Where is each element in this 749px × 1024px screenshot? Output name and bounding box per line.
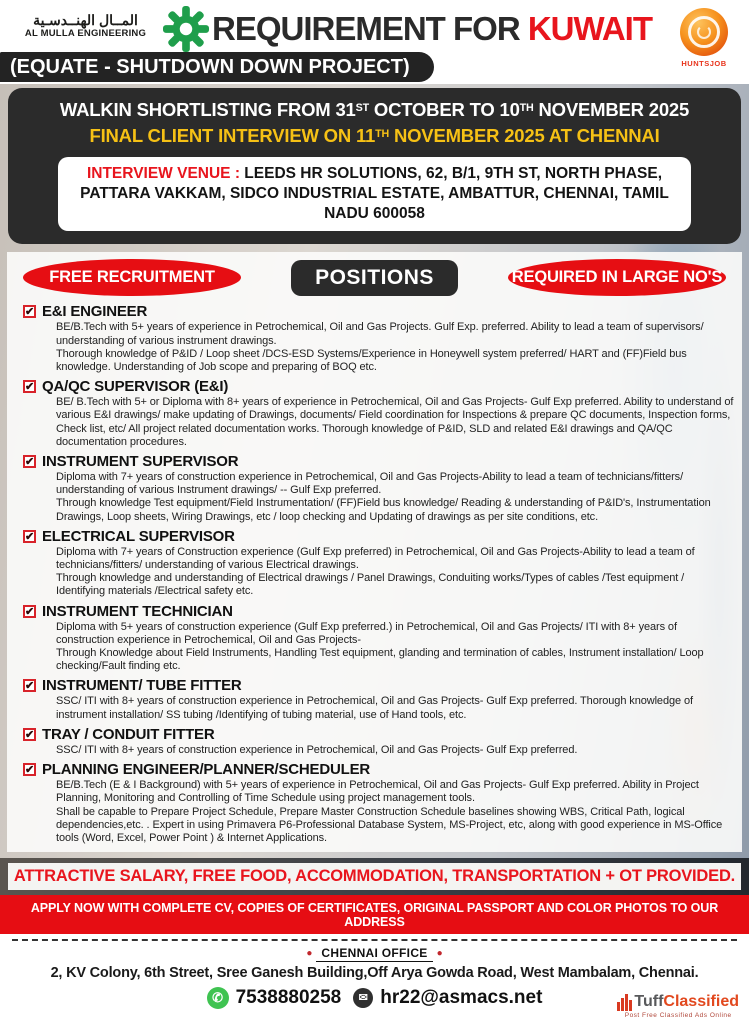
phone-number: 7538880258 <box>235 987 342 1009</box>
logo-company-name: AL MULLA ENGINEERING <box>24 28 147 39</box>
office-address: 2, KV Colony, 6th Street, Sree Ganesh Building,Off Arya Gowda Road, West Mambalam, Chennai. <box>50 965 699 982</box>
title-kuwait: KUWAIT <box>527 10 652 47</box>
page-title <box>212 10 662 48</box>
schedule-box <box>8 88 741 244</box>
header <box>0 0 749 84</box>
position-desc: SSC/ ITI with 8+ years of construction experience in Petrochemical, Oil and Gas Projects- Gulf Exp preferred. Thorough knowledge of instrument installation/ SS tubing /Identifying of tubing material, use of Hand tools, etc. <box>56 695 693 721</box>
dashed-divider <box>12 939 737 941</box>
walkin-dates-line: WALKIN SHORTLISTING FROM 31ST OCTOBER TO 10TH NOVEMBER 2025 <box>59 99 690 120</box>
position-desc: Thorough knowledge of P&ID / Loop sheet /DCS-ESD Systems/Experience in Honeywell system preferred/ HART and (FF)Field bus knowledge. Understanding of Job scope and preparing of BOQ etc. <box>56 347 687 374</box>
position-qaqc-supervisor <box>23 377 734 449</box>
final-interview-line: FINAL CLIENT INTERVIEW ON 11TH NOVEMBER 2025 AT CHENNAI <box>89 125 660 146</box>
checkbox-icon: ✔ <box>25 381 35 394</box>
gear-icon <box>163 6 209 57</box>
badges-row <box>15 257 734 300</box>
huntsjob-label: HUNTSJOB <box>681 59 727 68</box>
position-title: INSTRUMENT/ TUBE FITTER <box>42 677 242 695</box>
phone-link[interactable] <box>207 987 342 1009</box>
apply-banner: APPLY NOW WITH COMPLETE CV, COPIES OF CERTIFICATES, ORIGINAL PASSPORT AND COLOR PHOTOS TO OUR ADDRESS <box>0 895 749 934</box>
checkbox-icon: ✔ <box>25 530 35 543</box>
title-prefix: REQUIREMENT FOR <box>212 10 528 47</box>
position-instrument-technician <box>23 602 734 674</box>
required-large-badge: REQUIRED IN LARGE NO'S <box>508 259 726 296</box>
position-title: QA/QC SUPERVISOR (E&I) <box>42 378 229 396</box>
interview-venue <box>58 157 691 231</box>
free-recruitment-badge: FREE RECRUITMENT <box>23 259 241 296</box>
tuffclassified-logo <box>617 993 739 1019</box>
tuff-tagline: Post Free Classified Ads Online <box>624 1012 732 1020</box>
positions-heading: POSITIONS <box>291 260 458 296</box>
main-section <box>0 84 749 895</box>
position-desc: Through knowledge and understanding of Electrical drawings / Panel Drawings, Conduiting works/Types of cables /Test equipment / Identifying materials /Electrical safety etc. <box>56 572 685 598</box>
project-banner: (EQUATE - SHUTDOWN DOWN PROJECT) <box>0 52 434 82</box>
position-desc: Shall be capable to Prepare Project Schedule, Prepare Master Construction Schedule baselines showing WBS, Critical Path, logical dependencies,etc. . Expert in using Primavera P6-Professional Database System, MS-Project, etc, along with good experience in MS-Office tools (Word, Excel, Power Point ) & Internet Applications. <box>56 805 723 844</box>
venue-label: INTERVIEW VENUE : <box>86 165 245 182</box>
position-desc: Through knowledge Test equipment/Field Instrumentation/ (FF)Field bus knowledge/ Reading & understanding of P&ID's, Instrumentation Drawings, Loop sheets, Wiring Drawings, etc / loop checking and Updating of drawings as per site conditions, etc. <box>56 497 711 523</box>
position-desc: BE/B.Tech with 5+ years of experience in Petrochemical, Oil and Gas Projects. Gulf Exp. preferred. Ability to lead a team of supervisors/ understanding of various instrument drawings. <box>56 321 704 347</box>
email-link[interactable] <box>353 987 542 1009</box>
bar-chart-icon <box>617 994 632 1011</box>
logo-arabic-text: المــال الهنــدسـية <box>33 12 138 28</box>
position-ei-engineer <box>23 302 734 374</box>
position-planning-engineer <box>23 760 734 845</box>
position-title: PLANNING ENGINEER/PLANNER/SCHEDULER <box>42 761 371 779</box>
tuff-text: Tuff <box>634 993 664 1011</box>
positions-list <box>15 300 734 845</box>
position-desc: Through Knowledge about Field Instruments, Handling Test equipment, glanding and termination of cables, Instrument installation/ Loop checking/Fault finding etc. <box>56 647 704 673</box>
office-label: CHENNAI OFFICE <box>316 946 432 962</box>
al-mulla-logo <box>8 12 163 39</box>
dot-icon: ● <box>436 948 443 960</box>
position-title: INSTRUMENT TECHNICIAN <box>42 602 233 620</box>
classified-text: Classified <box>663 993 739 1011</box>
checkbox-icon: ✔ <box>25 456 35 469</box>
position-title: ELECTRICAL SUPERVISOR <box>42 527 235 545</box>
position-tube-fitter <box>23 676 734 721</box>
positions-panel <box>7 252 742 852</box>
position-desc: BE/ B.Tech with 5+ or Diploma with 8+ years of experience in Petrochemical, Oil and Gas Projects- Gulf Exp preferred. Ability to understand of various E&I drawings/ make updating of Drawings, documents/ Field coordination for Inspections & prepare QC documents, Inspection forms, Check list, etc/ All project related documentation works. Thorough knowledge of P&ID, SLD and related E&I drawings and QA/QC documentation procedures. <box>56 396 734 448</box>
position-desc: Diploma with 7+ years of Construction experience (Gulf Exp preferred) in Petrochemical, Oil and Gas Projects-Ability to lead a team of technicians/fitters/ understanding of various Electrical drawings. <box>56 545 695 572</box>
huntsjob-logo <box>673 8 735 68</box>
position-electrical-supervisor <box>23 527 734 599</box>
dot-icon: ● <box>306 948 313 960</box>
position-desc: SSC/ ITI with 8+ years of construction experience in Petrochemical, Oil and Gas Projects- Gulf Exp preferred. <box>56 743 578 756</box>
email-address: hr22@asmacs.net <box>380 987 543 1009</box>
office-heading <box>0 946 749 960</box>
salary-strip <box>0 858 749 895</box>
position-desc: Diploma with 5+ years of construction experience (Gulf Exp preferred.) in Petrochemical, Oil and Gas Projects/ ITI with 8+ years of construction experience in Petrochemical, Oil and Gas Projects- <box>56 620 677 646</box>
position-desc: Diploma with 7+ years of construction experience in Petrochemical, Oil and Gas Projects-Ability to lead a team of technicians/fitters/ understanding of various Instrument drawings/ -- Gulf Exp preferred. <box>56 471 684 497</box>
position-tray-conduit-fitter <box>23 725 734 757</box>
email-icon: ✉ <box>353 988 373 1008</box>
checkbox-icon: ✔ <box>25 306 35 319</box>
checkbox-icon: ✔ <box>25 680 35 693</box>
venue-address: LEEDS HR SOLUTIONS, 62, B/1, 9TH ST, NORTH PHASE, PATTARA VAKKAM, SIDCO INDUSTRIAL ESTATE, AMBATTUR, CHENNAI, TAMIL NADU 600058 <box>80 165 669 223</box>
checkbox-icon: ✔ <box>25 605 35 618</box>
position-title: TRAY / CONDUIT FITTER <box>42 725 215 743</box>
whatsapp-icon: ✆ <box>207 987 229 1009</box>
huntsjob-icon <box>680 8 728 56</box>
position-title: INSTRUMENT SUPERVISOR <box>42 453 239 471</box>
salary-banner: ATTRACTIVE SALARY, FREE FOOD, ACCOMMODATION, TRANSPORTATION + OT PROVIDED. <box>8 863 741 890</box>
position-instrument-supervisor <box>23 452 734 524</box>
checkbox-icon: ✔ <box>25 764 35 777</box>
checkbox-icon: ✔ <box>25 728 35 741</box>
footer <box>0 934 749 1024</box>
position-title: E&I ENGINEER <box>42 303 148 321</box>
position-desc: BE/B.Tech (E & I Background) with 5+ years of experience in Petrochemical, Oil and Gas Projects- Gulf Exp preferred. Ability in Project Planning, Monitoring and Controlling of Time Schedule using project management tools. <box>56 779 699 805</box>
